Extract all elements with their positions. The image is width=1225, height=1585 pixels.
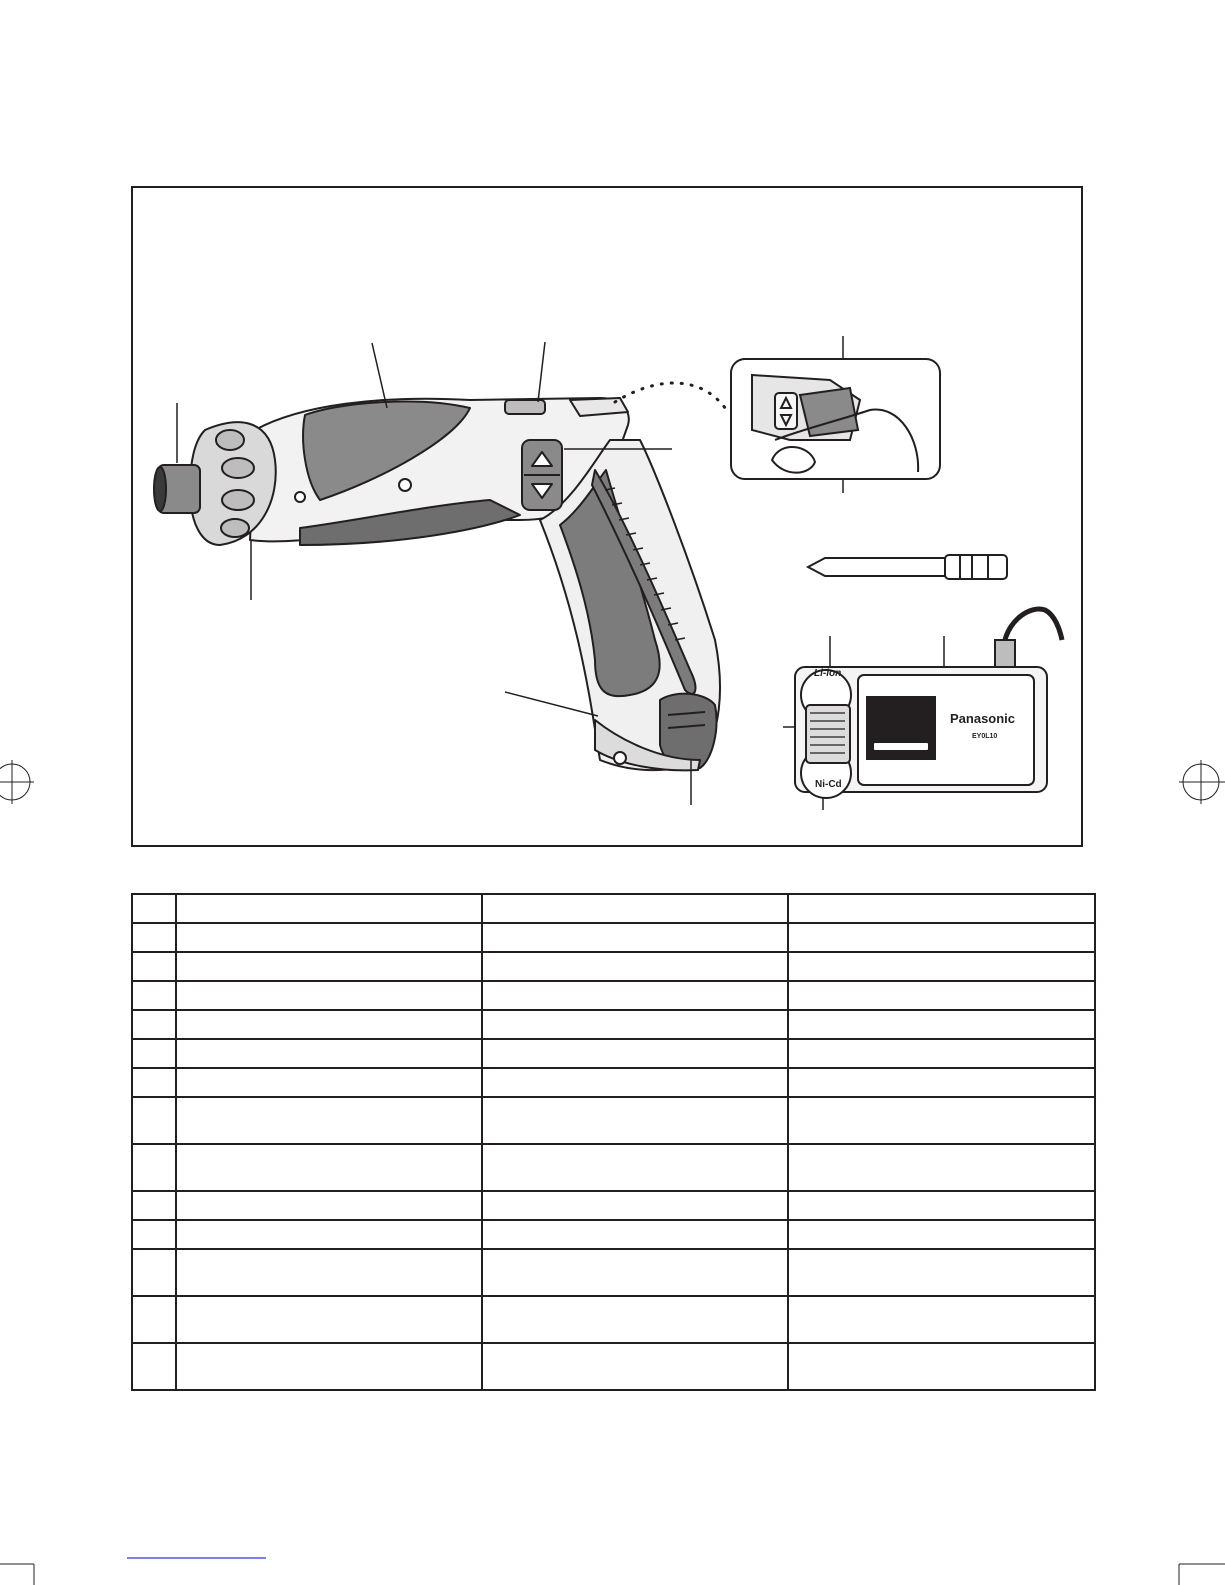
charger-slot-top-label: Li-ion [814, 668, 842, 679]
charger-slot-bottom-label: Ni-Cd [815, 779, 842, 790]
charger-model: EY0L10 [972, 733, 998, 740]
charger-brand: Panasonic [950, 711, 1016, 726]
